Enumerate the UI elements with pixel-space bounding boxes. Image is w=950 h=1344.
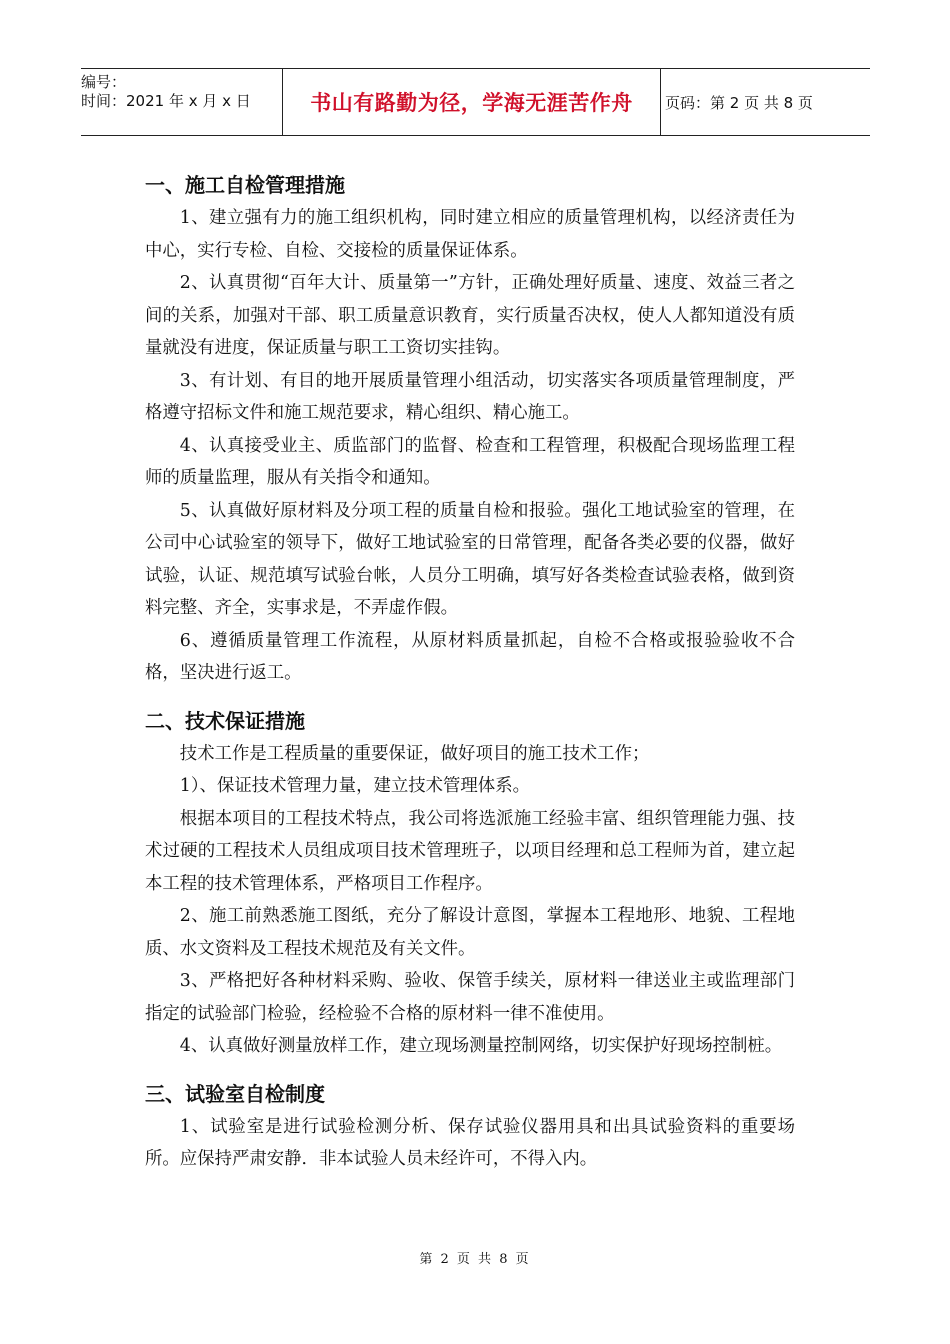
header-meta (81, 69, 283, 135)
paragraph: 3、有计划、有目的地开展质量管理小组活动，切实落实各项质量管理制度，严格遵守招标文件和施工规范要求，精心组织、精心施工。 (145, 370, 795, 423)
header-motto: 书山有路勤为径，学海无涯苦作舟 (283, 69, 661, 135)
page-footer: 第 2 页 共 8 页 (419, 1252, 531, 1267)
section-heading: 一、施工自检管理措施 (145, 173, 345, 197)
paragraph: 3、严格把好各种材料采购、验收、保管手续关，原材料一律送业主或监理部门指定的试验部门检验，经检验不合格的原材料一律不准使用。 (145, 971, 795, 1024)
paragraph: 1）、保证技术管理力量，建立技术管理体系。 (179, 776, 530, 796)
document-body (145, 168, 795, 1176)
section-heading: 二、技术保证措施 (145, 708, 305, 733)
paragraph: 技术工作是工程质量的重要保证，做好项目的施工技术工作； (179, 743, 650, 764)
header-page-info: 页码：第 2 页 共 8 页 (665, 93, 813, 112)
paragraph: 6、遵循质量管理工作流程，从原材料质量抓起，自检不合格或报验验收不合格，坚决进行返工。 (145, 630, 795, 683)
paragraph: 5、认真做好原材料及分项工程的质量自检和报验。强化工地试验室的管理，在公司中心试验室的领导下，做好工地试验室的日常管理，配备各类必要的仪器，做好试验，认证、规范填写试验台帐，人员分工明确，填写好各类检查试验表格，做到资料完整、齐全，实事求是，不弄虚作假。 (145, 500, 795, 618)
document-date-label: 时间：2021 年 x 月 x 日 (81, 92, 251, 110)
paragraph: 4、认真做好测量放样工作，建立现场测量控制网络，切实保护好现场控制桩。 (179, 1036, 783, 1056)
page-header (81, 68, 870, 136)
paragraph: 1、试验室是进行试验检测分析、保存试验仪器用具和出具试验资料的重要场所。应保持严肃安静．非本试验人员未经许可，不得入内。 (145, 1116, 795, 1169)
document-number-label: 编号： (81, 73, 127, 91)
paragraph: 4、认真接受业主、质监部门的监督、检查和工程管理，积极配合现场监理工程师的质量监理，服从有关指令和通知。 (145, 435, 795, 488)
paragraph: 2、施工前熟悉施工图纸，充分了解设计意图，掌握本工程地形、地貌、工程地质、水文资料及工程技术规范及有关文件。 (145, 906, 795, 959)
paragraph: 1、建立强有力的施工组织机构，同时建立相应的质量管理机构，以经济责任为中心，实行专检、自检、交接检的质量保证体系。 (145, 208, 795, 261)
section-heading: 三、试验室自检制度 (145, 1081, 325, 1106)
paragraph: 根据本项目的工程技术特点，我公司将选派施工经验丰富、组织管理能力强、技术过硬的工程技术人员组成项目技术管理班子，以项目经理和总工程师为首，建立起本工程的技术管理体系，严格项目工作程序。 (145, 808, 795, 894)
paragraph: 2、认真贯彻“百年大计、质量第一”方针，正确处理好质量、速度、效益三者之间的关系，加强对干部、职工质量意识教育，实行质量否决权，使人人都知道没有质量就没有进度，保证质量与职工工资切实挂钩。 (145, 273, 795, 358)
